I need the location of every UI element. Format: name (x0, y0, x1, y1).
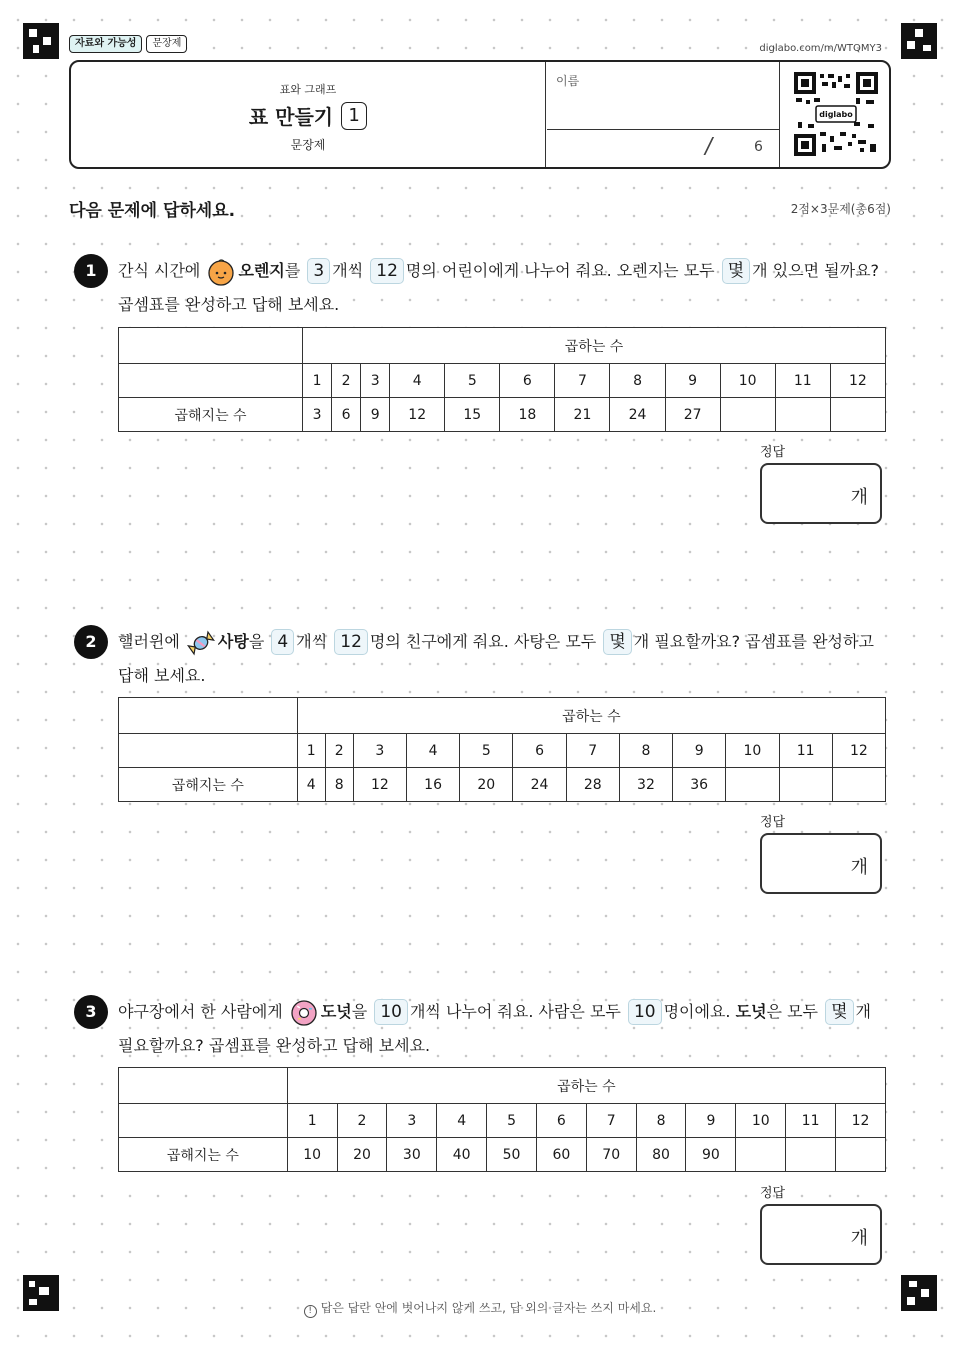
product-cell: 15 (445, 398, 500, 432)
product-cell: 60 (536, 1138, 586, 1172)
value-box: 3 (307, 258, 330, 284)
question-text-part: 은 모두 (766, 1002, 818, 1021)
multiplicand-label: 곱해지는 수 (119, 398, 303, 432)
product-cell: 27 (665, 398, 720, 432)
product-cell: 20 (460, 768, 513, 802)
product-cell: 3 (303, 398, 332, 432)
multiplier-cell: 11 (786, 1104, 836, 1138)
qr-label: diglabo (819, 110, 853, 119)
question-text (118, 625, 888, 693)
question-number: 2 (74, 625, 108, 659)
multiplier-cell: 12 (830, 364, 885, 398)
info-icon: ! (304, 1305, 317, 1318)
question-text-part: 을 (351, 1002, 368, 1021)
multiplicand-label: 곱해지는 수 (119, 768, 298, 802)
multiplier-cell: 4 (437, 1104, 487, 1138)
orange-icon (207, 258, 235, 286)
product-blank-cell[interactable] (726, 768, 779, 802)
multiplier-cell: 2 (337, 1104, 387, 1138)
question-text-part: 개씩 (332, 261, 364, 280)
product-blank-cell[interactable] (720, 398, 775, 432)
worksheet-url: diglabo.com/m/WTQMY3 (759, 43, 882, 54)
product-cell: 20 (337, 1138, 387, 1172)
multiplier-cell: 11 (775, 364, 830, 398)
product-blank-cell[interactable] (832, 768, 885, 802)
product-cell: 4 (297, 768, 325, 802)
value-box: 10 (374, 999, 408, 1025)
value-box: 10 (628, 999, 662, 1025)
product-cell: 90 (686, 1138, 736, 1172)
product-blank-cell[interactable] (775, 398, 830, 432)
multiplier-header: 곱하는 수 (287, 1068, 885, 1104)
product-cell: 18 (500, 398, 555, 432)
multiplicand-label: 곱해지는 수 (119, 1138, 288, 1172)
answer-label: 정답 (760, 445, 786, 460)
multiplier-header: 곱하는 수 (297, 698, 885, 734)
corner-marker-top-right (901, 23, 937, 59)
footer-text: 답은 답란 안에 벗어나지 않게 쓰고, 답 외의 글자는 쓰지 마세요. (320, 1301, 657, 1315)
value-box: 12 (334, 629, 368, 655)
worksheet-header (69, 60, 891, 169)
page-title (71, 101, 545, 130)
answer-label: 정답 (760, 815, 786, 830)
item-name: 사탕 (217, 632, 249, 651)
product-cell: 16 (406, 768, 459, 802)
product-blank-cell[interactable] (736, 1138, 786, 1172)
answer-unit: 개 (850, 1228, 868, 1249)
multiplication-table (118, 1067, 886, 1172)
multiplier-cell: 4 (406, 734, 459, 768)
product-cell: 12 (353, 768, 406, 802)
corner-marker-top-left (23, 23, 59, 59)
multiplier-cell: 7 (566, 734, 619, 768)
multiplier-cell: 3 (361, 364, 390, 398)
product-cell: 8 (325, 768, 353, 802)
question-text-part: 명이에요. (663, 1002, 731, 1021)
answer-box[interactable] (760, 833, 882, 894)
question-text-part: 을 (248, 632, 265, 651)
question-text-part: 명의 어린이에게 나누어 줘요. 오렌지는 모두 (405, 261, 715, 280)
multiplier-cell: 1 (297, 734, 325, 768)
question-text-part: 간식 시간에 (118, 261, 201, 280)
product-blank-cell[interactable] (786, 1138, 836, 1172)
instruction: 다음 문제에 답하세요. (69, 201, 236, 221)
product-cell: 9 (361, 398, 390, 432)
tag-category: 자료와 가능성 (69, 35, 142, 53)
name-label: 이름 (556, 74, 580, 88)
item-name: 도넛 (320, 1002, 352, 1021)
multiplier-cell: 9 (686, 1104, 736, 1138)
multiplier-cell: 8 (619, 734, 672, 768)
blank-box: 몇 (722, 258, 750, 284)
multiplier-cell: 11 (779, 734, 832, 768)
question-text-part: 개 필요할까요? 곱셈표를 완성하고 답해 보세요. (118, 1002, 871, 1055)
score-field[interactable] (547, 130, 779, 167)
product-cell: 10 (287, 1138, 337, 1172)
multiplier-header: 곱하는 수 (303, 328, 886, 364)
answer-box[interactable] (760, 463, 882, 524)
product-blank-cell[interactable] (836, 1138, 886, 1172)
multiplier-cell: 10 (720, 364, 775, 398)
table-corner-cell (119, 698, 298, 734)
table-corner-cell (119, 328, 303, 364)
question-text (118, 995, 888, 1063)
subject-label: 표와 그래프 (279, 83, 337, 96)
multiplication-table (118, 327, 886, 432)
worksheet-type: 문장제 (290, 138, 326, 152)
value-box: 4 (271, 629, 294, 655)
multiplication-table (118, 697, 886, 802)
multiplier-cell: 3 (353, 734, 406, 768)
product-cell: 21 (555, 398, 610, 432)
value-box: 12 (370, 258, 404, 284)
blank-box: 몇 (603, 629, 631, 655)
answer-box[interactable] (760, 1204, 882, 1265)
multiplier-cell: 7 (586, 1104, 636, 1138)
multiplier-cell: 1 (287, 1104, 337, 1138)
multiplier-cell: 2 (332, 364, 361, 398)
product-cell: 70 (586, 1138, 636, 1172)
blank-box: 몇 (825, 999, 853, 1025)
product-cell: 36 (673, 768, 726, 802)
product-cell: 80 (636, 1138, 686, 1172)
multiplier-cell: 10 (726, 734, 779, 768)
question-text (118, 254, 888, 322)
table-corner-cell (119, 1068, 288, 1104)
product-cell: 6 (332, 398, 361, 432)
table-empty-cell (119, 734, 298, 768)
product-cell: 24 (610, 398, 665, 432)
multiplier-cell: 4 (390, 364, 445, 398)
item-name: 오렌지 (238, 261, 285, 280)
multiplier-cell: 5 (445, 364, 500, 398)
product-cell: 32 (619, 768, 672, 802)
donut-icon (290, 999, 318, 1027)
product-cell: 50 (487, 1138, 537, 1172)
product-cell: 30 (387, 1138, 437, 1172)
table-empty-cell (119, 1104, 288, 1138)
tag-type: 문장제 (146, 35, 187, 53)
multiplier-cell: 9 (665, 364, 720, 398)
qr-code-icon (794, 72, 878, 156)
product-cell: 12 (390, 398, 445, 432)
question-text-part: 개 있으면 될까요? 곱셈표를 완성하고 답해 보세요. (118, 261, 880, 314)
multiplier-cell: 5 (460, 734, 513, 768)
candy-icon (187, 629, 215, 657)
multiplier-cell: 6 (513, 734, 566, 768)
question-text-part: 명의 친구에게 줘요. 사탕은 모두 (369, 632, 597, 651)
answer-label: 정답 (760, 1186, 786, 1201)
multiplier-cell: 12 (836, 1104, 886, 1138)
multiplier-cell: 6 (536, 1104, 586, 1138)
question-number: 3 (74, 995, 108, 1029)
multiplier-cell: 3 (387, 1104, 437, 1138)
score-total: 6 (754, 139, 763, 155)
name-field[interactable] (547, 62, 779, 130)
question-text-part: 야구장에서 한 사람에게 (118, 1002, 283, 1021)
multiplier-cell: 1 (303, 364, 332, 398)
product-blank-cell[interactable] (830, 398, 885, 432)
multiplier-cell: 6 (500, 364, 555, 398)
question-text-part: 개 필요할까요? 곱셈표를 완성하고 답해 보세요. (118, 632, 874, 685)
product-cell: 40 (437, 1138, 487, 1172)
title-text: 표 만들기 (248, 105, 334, 129)
title-panel (71, 62, 546, 167)
multiplier-cell: 2 (325, 734, 353, 768)
question-text-part: 개씩 (296, 632, 328, 651)
category-tags (69, 35, 187, 53)
question-text-part: 핼러윈에 (118, 632, 180, 651)
qr-panel (779, 62, 889, 167)
footer-note (0, 1299, 960, 1318)
question-number: 1 (74, 254, 108, 288)
multiplier-cell: 7 (555, 364, 610, 398)
product-cell: 28 (566, 768, 619, 802)
answer-unit: 개 (850, 487, 868, 508)
product-cell: 24 (513, 768, 566, 802)
item-name: 도넛 (735, 1002, 767, 1021)
question-text-part: 개씩 나누어 줘요. 사람은 모두 (409, 1002, 621, 1021)
score-slash: / (702, 134, 715, 159)
question-text-part: 를 (284, 261, 301, 280)
multiplier-cell: 5 (487, 1104, 537, 1138)
multiplier-cell: 9 (673, 734, 726, 768)
points-info: 2점×3문제(총6점) (790, 202, 891, 216)
multiplier-cell: 8 (636, 1104, 686, 1138)
multiplier-cell: 8 (610, 364, 665, 398)
answer-unit: 개 (850, 857, 868, 878)
multiplier-cell: 12 (832, 734, 885, 768)
table-empty-cell (119, 364, 303, 398)
title-number: 1 (341, 102, 367, 130)
multiplier-cell: 10 (736, 1104, 786, 1138)
product-blank-cell[interactable] (779, 768, 832, 802)
